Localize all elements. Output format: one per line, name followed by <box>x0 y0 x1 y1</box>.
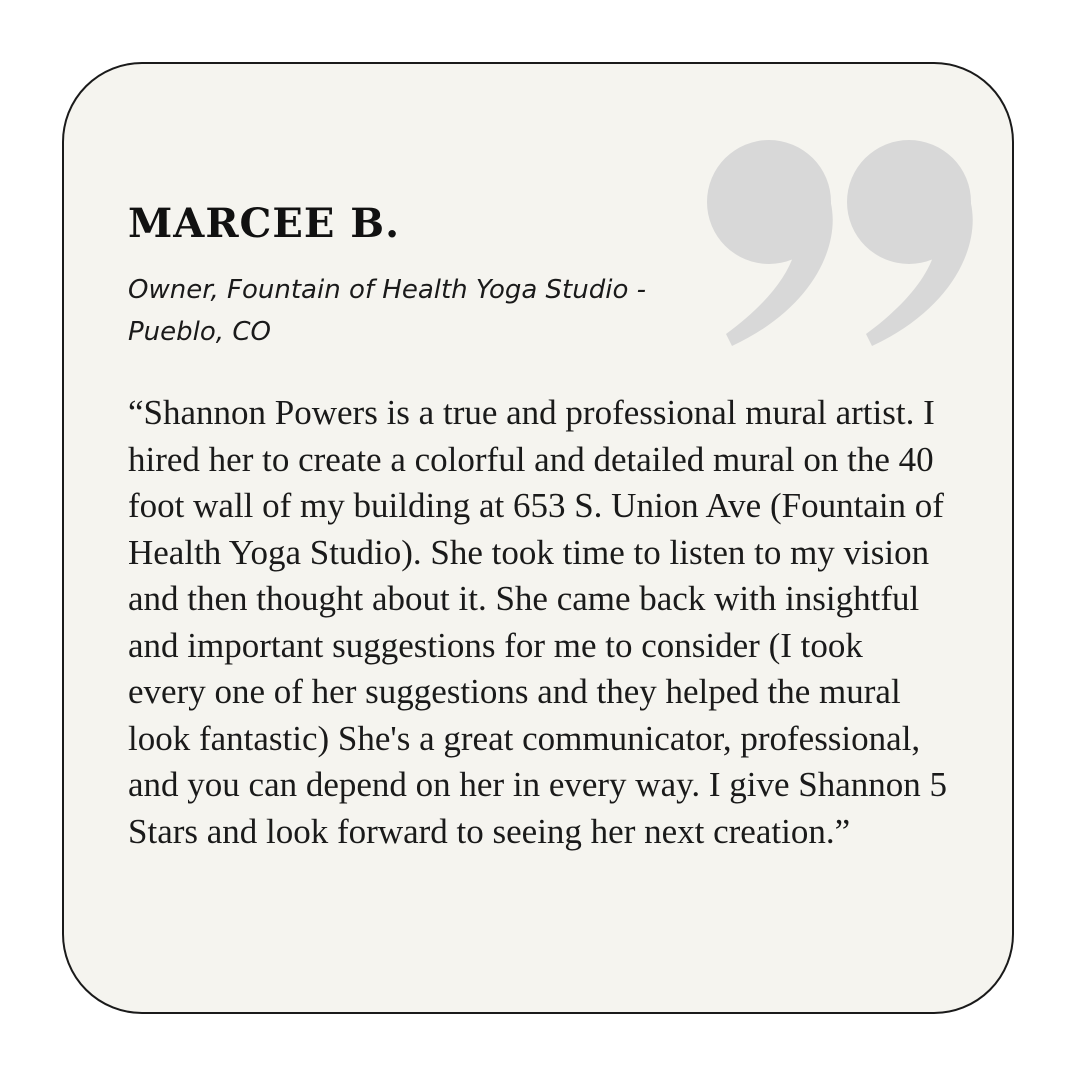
reviewer-title: Owner, Fountain of Health Yoga Studio - Pueblo, CO <box>128 275 647 347</box>
reviewer-name: MARCEE B. <box>128 200 401 247</box>
testimonial-card <box>62 62 1014 1014</box>
testimonial-text: “Shannon Powers is a true and professional mural artist. I hired her to create a colorful and detailed mural on the 40 foot wall of my building at 653 S. Union Ave (Fountain of Health Yoga Studio). She took time to listen to my vision and then thought about it. She came back with insightful and important suggestions for me to consider (I took every one of her suggestions and they helped the mural look fantastic) She's a great communicator, professional, and you can depend on her in every way. I give Shannon 5 Stars and look forward to seeing her next creation.” <box>128 393 948 851</box>
closing-quotation-mark-icon <box>704 134 984 354</box>
